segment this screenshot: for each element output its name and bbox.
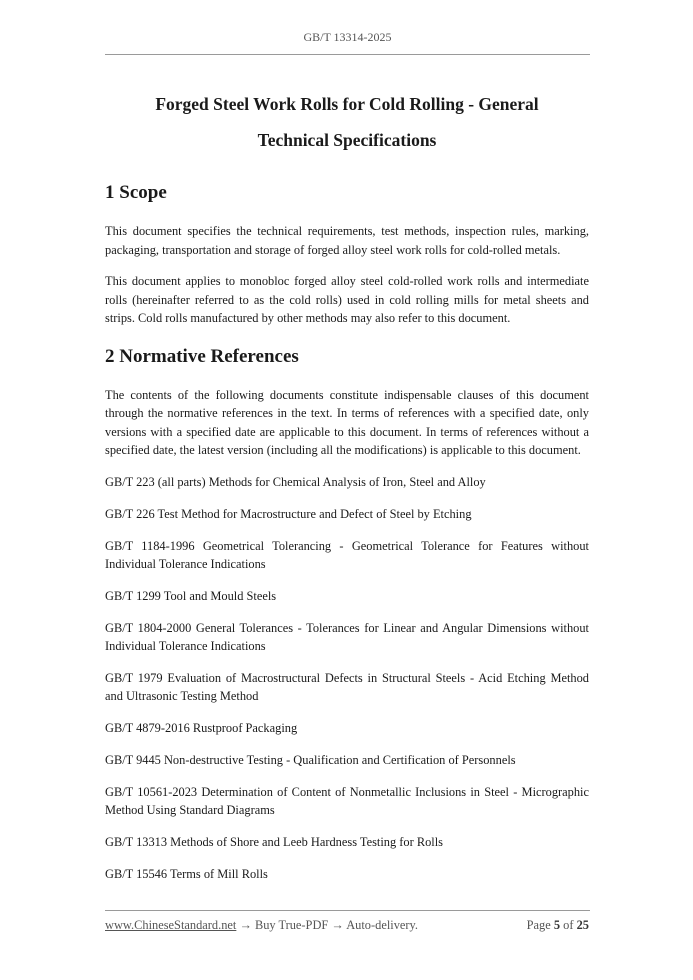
page-content [105, 86, 589, 897]
current-page: 5 [553, 918, 561, 932]
reference-item: GB/T 1299 Tool and Mould Steels [105, 588, 277, 603]
reference-item: GB/T 10561-2023 Determination of Content of Nonmetallic Inclusions in Steel - Micrographic Method Using Standard Diagrams [105, 784, 589, 817]
reference-item: GB/T 226 Test Method for Macrostructure and Defect of Steel by Etching [105, 506, 472, 521]
reference-item: GB/T 1184-1996 Geometrical Tolerancing - Geometrical Tolerance for Features without Individual Tolerance Indications [105, 538, 589, 571]
running-header: GB/T 13314-2025 [303, 30, 392, 44]
page-number [527, 918, 589, 933]
total-pages: 25 [576, 918, 589, 932]
arrow-right-icon: → [239, 918, 252, 932]
reference-item: GB/T 1979 Evaluation of Macrostructural Defects in Structural Steels - Acid Etching Method and Ultrasonic Testing Method [105, 670, 589, 703]
footer-divider [105, 910, 590, 911]
arrow-right-icon: → [331, 918, 344, 932]
normative-intro-paragraph: The contents of the following documents constitute indispensable clauses of this document through the normative references in the text. In terms of references with a specified date, only versions with a specified date are applicable to this document. In terms of references without a specified date, the latest version (including all the modifications) is applicable to this document. [105, 387, 589, 457]
footer-promo [105, 918, 418, 933]
reference-item: GB/T 1804-2000 General Tolerances - Tolerances for Linear and Angular Dimensions without Individual Tolerance Indications [105, 620, 589, 653]
document-title-line-1: Forged Steel Work Rolls for Cold Rolling - General [155, 94, 539, 114]
website-link[interactable]: www.ChineseStandard.net [105, 918, 237, 932]
page-label: Page [526, 918, 551, 932]
of-label: of [563, 918, 574, 932]
auto-delivery-text: Auto-delivery. [346, 918, 419, 932]
reference-item: GB/T 15546 Terms of Mill Rolls [105, 866, 268, 881]
reference-item: GB/T 4879-2016 Rustproof Packaging [105, 720, 298, 735]
document-title [105, 86, 589, 158]
reference-item: GB/T 13313 Methods of Shore and Leeb Hardness Testing for Rolls [105, 834, 444, 849]
reference-item: GB/T 9445 Non-destructive Testing - Qualification and Certification of Personnels [105, 752, 516, 767]
reference-item: GB/T 223 (all parts) Methods for Chemical Analysis of Iron, Steel and Alloy [105, 474, 486, 489]
document-title-line-2: Technical Specifications [257, 130, 437, 150]
scope-paragraph-2: This document applies to monobloc forged alloy steel cold-rolled work rolls and intermediate rolls (hereinafter referred to as the cold rolls) used in cold rolling mills for metal sheets and strips. Cold rolls manufactured by other methods may also refer to this document. [105, 274, 589, 325]
section-heading-scope: 1 Scope [105, 182, 167, 203]
section-heading-normative-references: 2 Normative References [105, 345, 299, 367]
buy-pdf-text: Buy True-PDF [254, 918, 329, 932]
scope-paragraph-1: This document specifies the technical requirements, test methods, inspection rules, marking, packaging, transportation and storage of forged alloy steel work rolls for cold-rolled metals. [105, 224, 589, 257]
header-divider [105, 54, 590, 55]
